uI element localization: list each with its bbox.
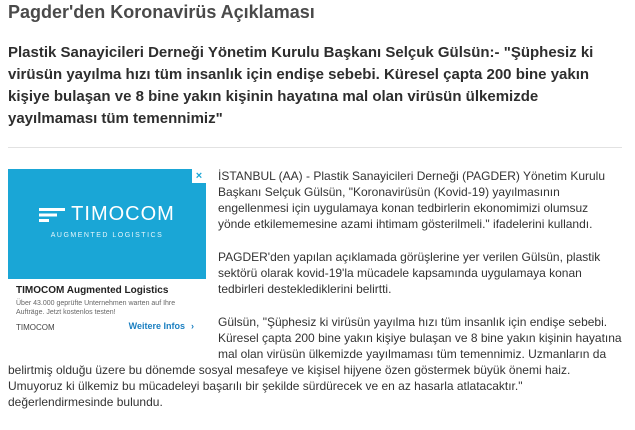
ad-headline[interactable]: TIMOCOM Augmented Logistics xyxy=(16,285,169,296)
ad-more-info-link[interactable] xyxy=(129,321,194,331)
chevron-right-icon: › xyxy=(191,321,194,331)
ad-brand-name: TIMOCOM xyxy=(71,203,175,225)
advertisement[interactable] xyxy=(8,169,206,342)
article-paragraph: PAGDER'den yapılan açıklamada görüşlerine yer verilen Gülsün, plastik sektörü olarak kovid-19'la mücadele kapsamında uygulamaya konan tedbirleri desteklediklerini belirtti. xyxy=(218,250,601,296)
timocom-logo-icon xyxy=(39,207,65,223)
divider xyxy=(8,147,622,148)
ad-description: Über 43.000 geprüfte Unternehmen warten auf Ihre Aufträge. Jetzt kostenlos testen! xyxy=(16,300,176,316)
page-title: Pagder'den Koronavirüs Açıklaması xyxy=(8,2,315,22)
article-paragraph: Gülsün, "Şüphesiz ki virüsün yayılma hızı tüm insanlık için endişe sebebi. Küresel çapta 200 bine yakın kişiye bulaşan ve 8 bine yakın kişinin hayatına mal olan virüsün ülkemizde yayılmaması tüm temennimiz. Uzmanların da belirtmiş olduğu üzere bu dönemde sosyal mesafeye ve kişisel hijyene özen göstermek büyük önemi haiz. Umuyoruz ki ülkemiz bu mücadeleyi başarılı bir şekilde sürdürecek ve en az hasarla atlatacaktır." değerlendirmesinde bulundu. xyxy=(8,315,622,409)
ad-brand-tagline: AUGMENTED LOGISTICS xyxy=(50,231,164,239)
ad-banner[interactable] xyxy=(8,169,206,279)
article-summary: Plastik Sanayicileri Derneği Yönetim Kurulu Başkanı Selçuk Gülsün:- "Şüphesiz ki virüsün yayılma hızı tüm insanlık için endişe sebebi. Küresel çapta 200 bine yakın kişiye bulaşan ve 8 bine yakın kişinin hayatına mal olan virüsün ülkemizde yayılmaması tüm temennimiz" xyxy=(8,44,594,127)
ad-close-icon[interactable]: × xyxy=(192,169,206,183)
article-paragraph: İSTANBUL (AA) - Plastik Sanayicileri Derneği (PAGDER) Yönetim Kurulu Başkanı Selçuk Gülsün, "Koronavirüsün (Kovid-19) yayılmasının engellenmesi için uygulamaya konan tedbirlerin ekonomimizi olumsuz yönde etkilememesine azami ihtimam gösterilmeli." ifadelerini kullandı. xyxy=(218,169,606,231)
ad-more-info-label: Weitere Infos xyxy=(128,321,185,331)
ad-brand-logo xyxy=(8,203,206,239)
ad-footer-brand: TIMOCOM xyxy=(16,323,55,332)
